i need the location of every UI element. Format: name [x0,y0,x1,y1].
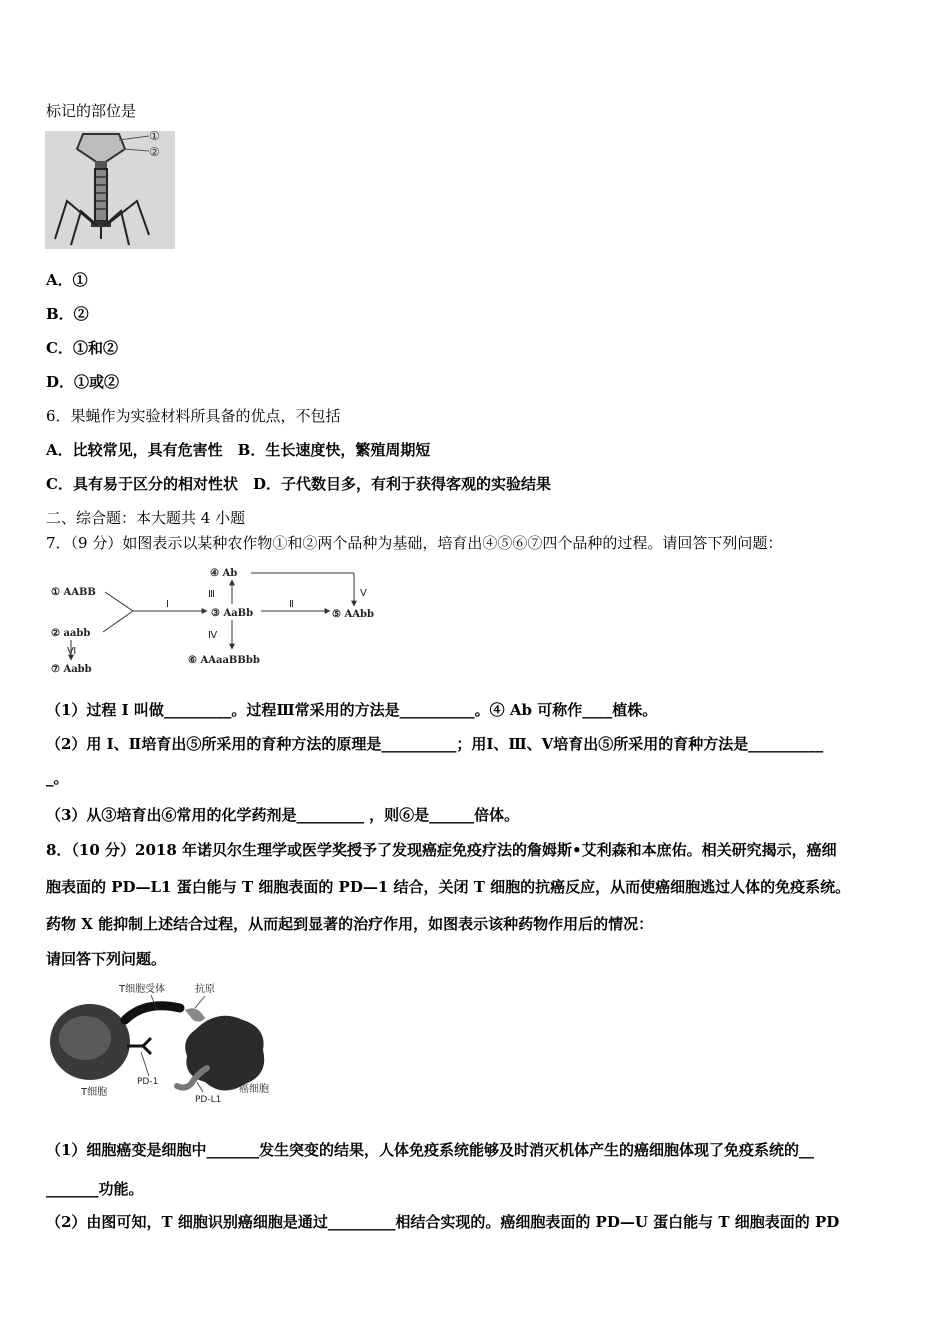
question-7-sub-2-continued: _。 [46,769,69,787]
label-t-cell-receptor: T细胞受体 [119,984,166,995]
question-7-sub-3: （3）从③培育出⑥常用的化学药剂是_________ ，则⑥是______倍体。 [46,806,520,824]
node-5: ⑤ AAbb [332,609,374,620]
question-8-sub-1-continued: _______功能。 [46,1180,144,1198]
question-6-options-ab: A．比较常见，具有危害性 B．生长速度快，繁殖周期短 [46,441,431,459]
node-3: ③ AaBb [211,608,254,619]
question-8-line-1: 8．（10 分）2018 年诺贝尔生理学或医学奖授予了发现癌症免疫疗法的詹姆斯•艾利森和本庶佑。相关研究揭示，癌细 [46,841,837,859]
process-4-label: Ⅳ [208,630,218,641]
question-8-line-3: 药物 X 能抑制上述结合过程，从而起到显著的治疗作用，如图表示该种药物作用后的情况： [46,915,654,933]
breeding-diagram [45,560,395,680]
label-antigen: 抗原 [195,984,215,995]
label-cancer-cell: 癌细胞 [239,1084,269,1095]
label-pd1: PD-1 [137,1077,159,1087]
question-8-sub-2: （2）由图可知，T 细胞识别癌细胞是通过_________相结合实现的。癌细胞表面的 PD—U 蛋白能与 T 细胞表面的 PD [46,1213,840,1231]
figure-label-1: ① [149,131,160,143]
option-b: B．② [46,305,89,323]
process-5-label: V [360,588,367,599]
question-7-sub-2: （2）用 I、Ⅱ培育出⑤所采用的育种方法的原理是__________；用Ⅰ、Ⅲ、Ⅴ培育出⑤所采用的育种方法是__________ [46,735,824,753]
section-title: 二、综合题：本大题共 4 小题 [46,509,246,527]
question-7-stem: 7．（9 分）如图表示以某种农作物①和②两个品种为基础，培育出④⑤⑥⑦四个品种的过程。请回答下列问题： [46,534,783,552]
node-4: ④ Ab [210,568,238,579]
option-d: D．①或② [46,373,120,391]
node-2: ② aabb [51,628,91,639]
process-3-label: Ⅲ [208,589,215,600]
figure-label-2: ② [149,145,160,159]
question-6-stem: 6．果蝇作为实验材料所具备的优点，不包括 [46,407,341,425]
question-8-line-4: 请回答下列问题。 [46,950,167,968]
option-c: C．①和② [46,339,118,357]
question-8-line-2: 胞表面的 PD—L1 蛋白能与 T 细胞表面的 PD—1 结合，关闭 T 细胞的抗癌反应，从而使癌细胞逃过人体的免疫系统。 [46,878,851,896]
question-7-sub-1: （1）过程 I 叫做_________。过程Ⅲ常采用的方法是__________。④ Ab 可称作____植株。 [46,701,658,719]
label-t-cell: T细胞 [81,1087,108,1098]
immune-figure [45,980,285,1110]
process-2-label: Ⅱ [289,599,294,610]
phage-figure [45,131,175,249]
phage-collar [95,161,107,169]
option-a: A．① [46,271,88,289]
process-1-label: I [166,599,169,610]
label-pdl1: PD-L1 [195,1095,222,1105]
node-1: ① AABB [51,587,96,598]
question-8-sub-1: （1）细胞癌变是细胞中_______发生突变的结果，人体免疫系统能够及时消灭机体产生的癌细胞体现了免疫系统的__ [46,1141,814,1159]
intro-text: 标记的部位是 [46,102,137,120]
node-7: ⑦ Aabb [51,664,92,675]
node-6: ⑥ AAaaBBbb [188,655,260,666]
question-6-options-cd: C．具有易于区分的相对性状 D．子代数目多，有利于获得客观的实验结果 [46,475,551,493]
process-6-label: Ⅵ [67,646,77,657]
